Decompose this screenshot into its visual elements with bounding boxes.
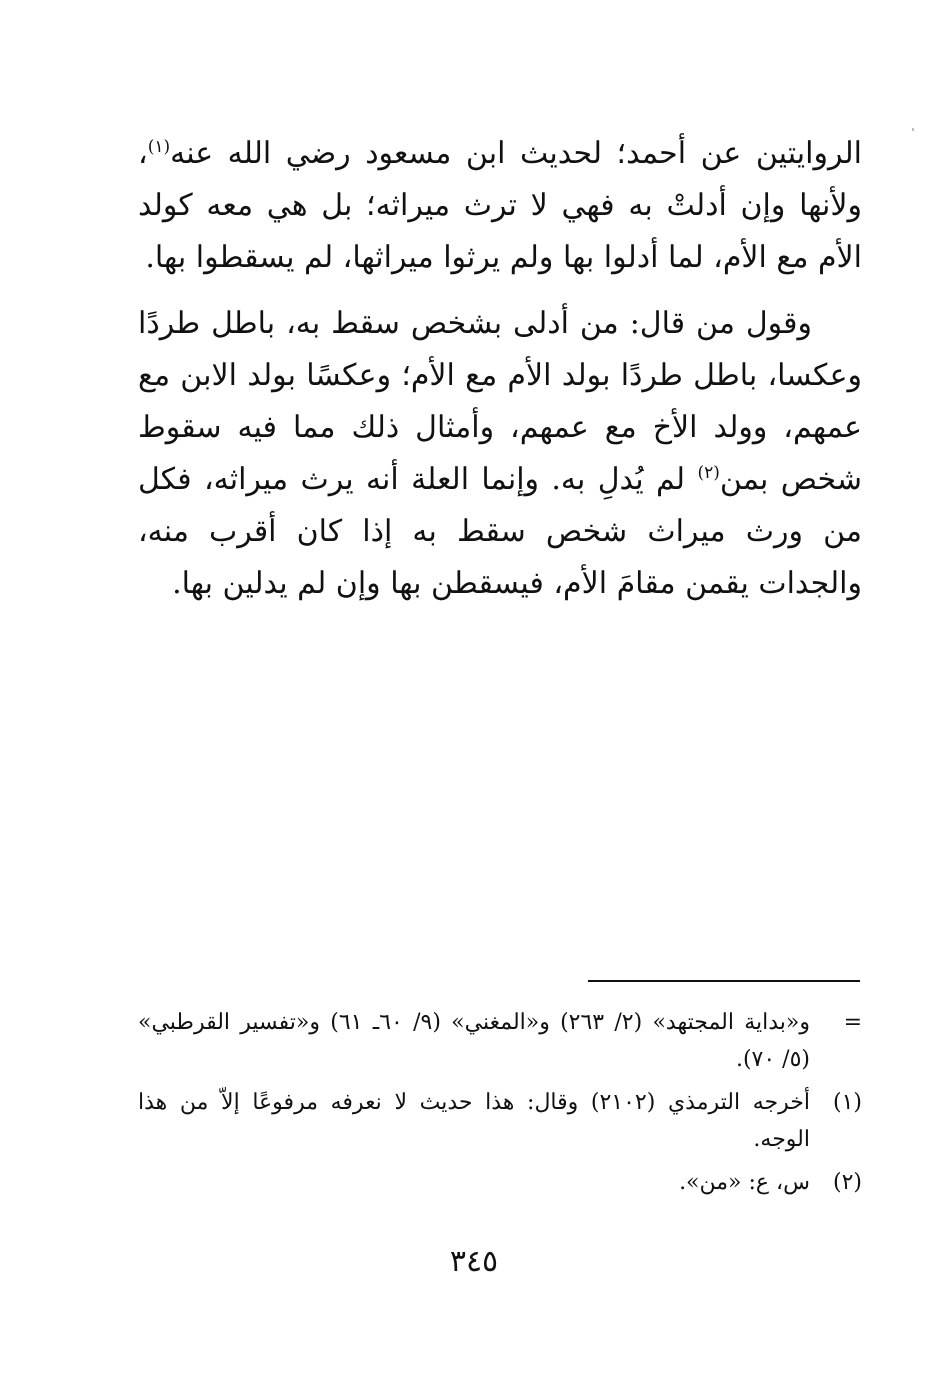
paragraph-2-text-a: وقول من قال: من أدلى بشخص سقط به، باطل طردًا وعكسا، باطل طردًا بولد الأم مع الأم؛ وعكسًا بولد الابن مع عمهم، وولد الأخ مع عمهم، وأمثال ذلك مما فيه سقوط شخص بمن (138, 306, 862, 497)
footnote-ref-2: (٢) (697, 463, 720, 483)
paragraph-2 (138, 298, 862, 610)
footnote-1 (138, 1084, 862, 1158)
paragraph-1 (138, 128, 862, 284)
footnote-text: و«بداية المجتهد» (٢/ ٢٦٣) و«المغني» (٩/ ٦٠ـ ٦١) و«تفسير القرطبي» (٥/ ٧٠). (138, 1010, 811, 1072)
paragraph-1-text-a: الروايتين عن أحمد؛ لحديث ابن مسعود رضي الله عنه (170, 136, 862, 171)
footnote-mark: = (843, 1010, 862, 1035)
footnote-mark: (١) (832, 1090, 862, 1115)
footnotes (138, 1004, 862, 1207)
footnote-separator (588, 980, 860, 982)
footnote-text: أخرجه الترمذي (٢١٠٢) وقال: هذا حديث لا نعرفه مرفوعًا إلاّ من هذا الوجه. (138, 1090, 810, 1152)
paragraph-2-text-b: لم يُدلِ به. وإنما العلة أنه يرث ميراثه، فكل من ورث ميراث شخص سقط به إذا كان أقرب منه، والجدات يقمن مقامَ الأم، فيسقطن بها وإن لم يدلين بها. (138, 462, 862, 601)
main-text (138, 128, 862, 610)
footnote-ref-1: (١) (147, 137, 171, 157)
paragraph-1-text-b: ، ولأنها وإن أدلتْ به فهي لا ترث ميراثه؛ بل هي معه كولد الأم مع الأم، لما أدلوا بها ولم يرثوا ميراثها، لم يسقطوا بها. (138, 136, 862, 275)
scan-speck (912, 128, 914, 131)
page-number: ٣٤٥ (449, 1244, 499, 1279)
footnote-mark: (٢) (832, 1170, 862, 1195)
footnote-text: س، ع: «من». (679, 1170, 810, 1195)
footnote-2 (138, 1164, 862, 1201)
footnote-continuation (138, 1004, 862, 1078)
